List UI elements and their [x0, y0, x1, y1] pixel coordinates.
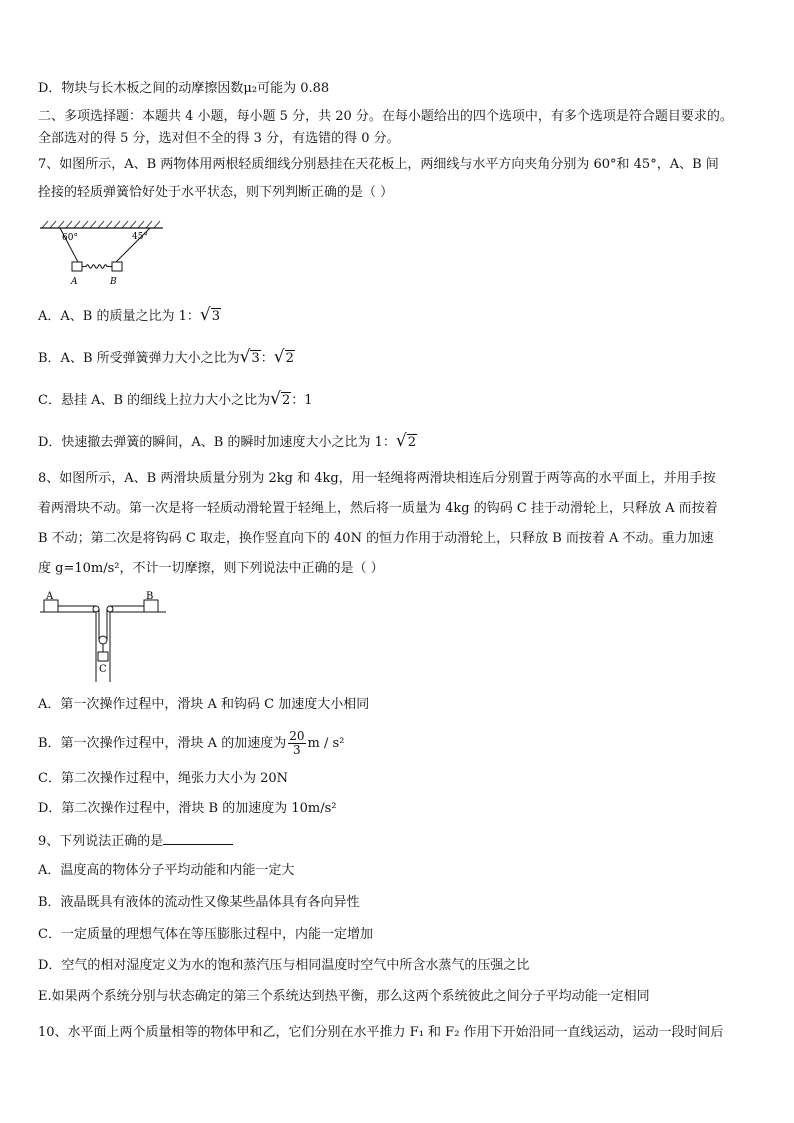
answer-blank	[163, 832, 233, 845]
label-a: A	[46, 591, 54, 602]
right-pulley	[107, 606, 113, 612]
section2-intro-line2: 全部选对的得 5 分，选对但不全的得 3 分，有选错的得 0 分。	[38, 131, 400, 146]
q9-option-e: E.如果两个系统分别与状态确定的第三个系统达到热平衡，那么这两个系统彼此之间分子平均动能一定相同	[38, 989, 650, 1004]
block-a	[72, 262, 82, 271]
q8-stem-line4: 度 g=10m/s²，不计一切摩擦，则下列说法中正确的是（ ）	[38, 561, 384, 576]
q6-option-d: D．物块与长木板之间的动摩擦因数μ₂可能为 0.88	[38, 81, 330, 96]
q7-option-d: D．快速撤去弹簧的瞬间，A、B 的瞬时加速度大小之比为 1：√2	[38, 431, 417, 451]
q7-option-c: C．悬挂 A、B 的细线上拉力大小之比为√2：1	[38, 389, 313, 409]
q9-option-b: B．液晶既具有液体的流动性又像某些晶体具有各向异性	[38, 895, 360, 910]
label-b: B	[146, 591, 154, 602]
q9-option-c: C．一定质量的理想气体在等压膨胀过程中，内能一定增加	[38, 927, 373, 942]
q8-option-b: B．第一次操作过程中，滑块 A 的加速度为 $\frac{20}{3}$ m / s²	[38, 729, 345, 757]
q9-option-a: A．温度高的物体分子平均动能和内能一定大	[38, 863, 295, 878]
q8-stem-line3: B 不动；第二次是将钩码 C 取走，换作竖直向下的 40N 的恒力作用于动滑轮上，只释放 B 而按着 A 不动。重力加速	[38, 531, 714, 546]
ceiling	[40, 221, 163, 228]
q8-option-c: C．第二次操作过程中，绳张力大小为 20N	[38, 771, 288, 786]
q9-option-d: D．空气的相对湿度定义为水的饱和蒸汽压与相同温度时空气中所含水蒸气的压强之比	[38, 958, 530, 973]
rope	[58, 606, 144, 640]
section2-intro-line1: 二、多项选择题：本题共 4 小题，每小题 5 分，共 20 分。在每小题给出的四个选项中，有多个选项是符合题目要求的。	[38, 109, 733, 124]
angle-right-label: 45°	[132, 232, 148, 242]
left-surface	[40, 612, 96, 682]
sqrt-3: √3	[199, 305, 220, 325]
q7-stem-line2: 拴接的轻质弹簧恰好处于水平状态，则下列判断正确的是（ ）	[38, 185, 394, 200]
q7-stem-line1: 7、如图所示，A、B 两物体用两根轻质细线分别悬挂在天花板上，两细线与水平方向夹角分别为 60°和 45°，A、B 间	[38, 157, 719, 172]
block-b	[112, 262, 122, 271]
sqrt-2: √2	[270, 389, 291, 409]
q9-stem: 9、下列说法正确的是	[38, 832, 233, 851]
label-c: C	[99, 664, 107, 675]
q8-figure	[38, 590, 170, 686]
spring	[82, 265, 112, 269]
q8-stem-line2: 着两滑块不动。第一次是将一轻质动滑轮置于轻绳上，然后将一质量为 4kg 的钩码 C 挂于动滑轮上，只释放 A 而按着	[38, 501, 718, 516]
right-surface	[110, 612, 166, 682]
sqrt-2: √2	[395, 431, 417, 451]
angle-left-label: 60°	[62, 233, 78, 243]
q7-option-b: B．A、B 所受弹簧弹力大小之比为√3：√2	[38, 347, 294, 367]
q7-figure	[38, 218, 168, 290]
q7-option-a: A．A、B 的质量之比为 1：√3	[38, 305, 220, 325]
fraction-20-3: $\frac{20}{3}$	[289, 729, 305, 757]
sqrt-2: √2	[273, 347, 294, 367]
label-b: B	[110, 277, 117, 287]
q10-stem: 10、水平面上两个质量相等的物体甲和乙，它们分别在水平推力 F₁ 和 F₂ 作用下开始沿同一直线运动，运动一段时间后	[38, 1025, 724, 1040]
q8-stem-line1: 8、如图所示，A、B 两滑块质量分别为 2kg 和 4kg，用一轻绳将两滑块相连后分别置于两等高的水平面上，并用手按	[38, 471, 716, 486]
sqrt-3: √3	[239, 347, 260, 367]
hook-weight-c	[98, 652, 108, 661]
q8-option-a: A．第一次操作过程中，滑块 A 和钩码 C 加速度大小相同	[38, 697, 370, 712]
label-a: A	[71, 277, 78, 287]
movable-pulley	[99, 636, 107, 644]
left-pulley	[93, 606, 99, 612]
q8-option-d: D．第二次操作过程中，滑块 B 的加速度为 10m/s²	[38, 801, 337, 816]
